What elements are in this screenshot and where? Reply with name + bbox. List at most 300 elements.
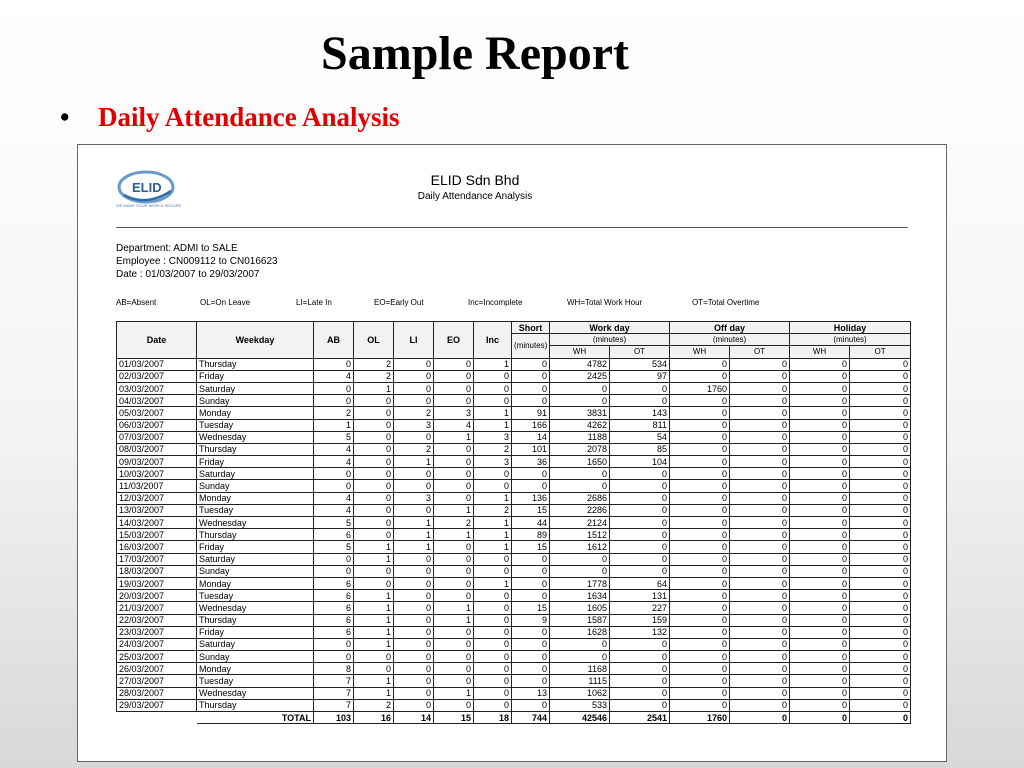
value-cell: 159 xyxy=(610,614,670,626)
table-row xyxy=(117,382,911,394)
value-cell: 132 xyxy=(610,626,670,638)
value-cell: 0 xyxy=(790,577,850,589)
value-cell: 0 xyxy=(314,358,354,370)
slide-title: Sample Report xyxy=(321,27,629,80)
value-cell: 0 xyxy=(474,663,512,675)
value-cell: 0 xyxy=(610,468,670,480)
value-cell: 1760 xyxy=(670,382,730,394)
value-cell: 0 xyxy=(670,565,730,577)
table-row xyxy=(117,504,911,516)
value-cell: 0 xyxy=(850,358,911,370)
value-cell: 0 xyxy=(354,407,394,419)
col-ab: AB xyxy=(314,322,354,359)
legend-item: Inc=Incomplete xyxy=(468,298,523,307)
value-cell: 0 xyxy=(790,529,850,541)
value-cell: 15 xyxy=(512,504,550,516)
value-cell: 0 xyxy=(850,663,911,675)
value-cell: 1 xyxy=(474,517,512,529)
value-cell: 0 xyxy=(314,395,354,407)
weekday-cell: Wednesday xyxy=(197,687,314,699)
weekday-cell: Tuesday xyxy=(197,590,314,602)
value-cell: 0 xyxy=(354,395,394,407)
weekday-cell: Friday xyxy=(197,541,314,553)
weekday-cell: Tuesday xyxy=(197,504,314,516)
table-row xyxy=(117,431,911,443)
value-cell: 0 xyxy=(670,577,730,589)
table-row xyxy=(117,675,911,687)
value-cell: 0 xyxy=(790,492,850,504)
value-cell: 0 xyxy=(394,602,434,614)
total-label: TOTAL xyxy=(197,712,314,724)
value-cell: 0 xyxy=(730,626,790,638)
value-cell: 0 xyxy=(850,614,911,626)
value-cell: 0 xyxy=(434,358,474,370)
value-cell: 0 xyxy=(730,419,790,431)
value-cell: 0 xyxy=(550,565,610,577)
value-cell: 0 xyxy=(790,699,850,711)
value-cell: 0 xyxy=(434,553,474,565)
table-row xyxy=(117,565,911,577)
value-cell: 0 xyxy=(512,395,550,407)
value-cell: 0 xyxy=(670,590,730,602)
table-row xyxy=(117,456,911,468)
value-cell: 0 xyxy=(512,626,550,638)
table-row xyxy=(117,358,911,370)
value-cell: 131 xyxy=(610,590,670,602)
value-cell: 0 xyxy=(434,382,474,394)
value-cell: 0 xyxy=(730,577,790,589)
value-cell: 2 xyxy=(354,699,394,711)
value-cell: 0 xyxy=(790,553,850,565)
table-row xyxy=(117,492,911,504)
date-cell: 09/03/2007 xyxy=(117,456,197,468)
value-cell: 7 xyxy=(314,675,354,687)
value-cell: 4262 xyxy=(550,419,610,431)
value-cell: 13 xyxy=(512,687,550,699)
value-cell: 0 xyxy=(790,602,850,614)
value-cell: 15 xyxy=(512,541,550,553)
value-cell: 0 xyxy=(790,541,850,553)
value-cell: 227 xyxy=(610,602,670,614)
value-cell: 1 xyxy=(354,638,394,650)
value-cell: 1188 xyxy=(550,431,610,443)
value-cell: 0 xyxy=(670,541,730,553)
date-cell: 23/03/2007 xyxy=(117,626,197,638)
value-cell: 0 xyxy=(670,370,730,382)
value-cell: 0 xyxy=(610,687,670,699)
value-cell: 0 xyxy=(850,517,911,529)
total-cell: 16 xyxy=(354,712,394,724)
value-cell: 0 xyxy=(850,382,911,394)
value-cell: 0 xyxy=(394,687,434,699)
weekday-cell: Tuesday xyxy=(197,419,314,431)
date-cell: 26/03/2007 xyxy=(117,663,197,675)
value-cell: 0 xyxy=(790,565,850,577)
value-cell: 0 xyxy=(314,480,354,492)
value-cell: 0 xyxy=(670,553,730,565)
value-cell: 0 xyxy=(790,431,850,443)
value-cell: 0 xyxy=(512,565,550,577)
value-cell: 0 xyxy=(474,675,512,687)
value-cell: 1778 xyxy=(550,577,610,589)
value-cell: 2 xyxy=(474,443,512,455)
value-cell: 0 xyxy=(730,358,790,370)
col-offday: Off day xyxy=(670,322,790,334)
value-cell: 0 xyxy=(730,443,790,455)
value-cell: 0 xyxy=(354,480,394,492)
value-cell: 0 xyxy=(434,370,474,382)
report-title: Daily Attendance Analysis xyxy=(417,191,533,202)
value-cell: 0 xyxy=(354,492,394,504)
value-cell: 0 xyxy=(314,565,354,577)
value-cell: 1062 xyxy=(550,687,610,699)
value-cell: 4 xyxy=(434,419,474,431)
value-cell: 0 xyxy=(434,443,474,455)
value-cell: 0 xyxy=(730,382,790,394)
value-cell: 5 xyxy=(314,541,354,553)
value-cell: 0 xyxy=(550,638,610,650)
value-cell: 2 xyxy=(354,370,394,382)
value-cell: 0 xyxy=(512,699,550,711)
value-cell: 0 xyxy=(850,443,911,455)
divider xyxy=(116,227,908,228)
date-cell: 04/03/2007 xyxy=(117,395,197,407)
weekday-cell: Saturday xyxy=(197,638,314,650)
value-cell: 0 xyxy=(670,456,730,468)
bullet-item xyxy=(60,102,400,133)
value-cell: 6 xyxy=(314,614,354,626)
value-cell: 3 xyxy=(434,407,474,419)
value-cell: 0 xyxy=(512,553,550,565)
total-cell: 744 xyxy=(512,712,550,724)
weekday-cell: Friday xyxy=(197,626,314,638)
date-cell: 15/03/2007 xyxy=(117,529,197,541)
table-body xyxy=(117,358,911,724)
value-cell: 0 xyxy=(434,456,474,468)
value-cell: 0 xyxy=(730,395,790,407)
value-cell: 1512 xyxy=(550,529,610,541)
value-cell: 0 xyxy=(670,663,730,675)
value-cell: 0 xyxy=(434,395,474,407)
value-cell: 1168 xyxy=(550,663,610,675)
value-cell: 0 xyxy=(610,565,670,577)
col-li: LI xyxy=(394,322,434,359)
value-cell: 0 xyxy=(394,663,434,675)
value-cell: 5 xyxy=(314,431,354,443)
value-cell: 1605 xyxy=(550,602,610,614)
total-cell: 0 xyxy=(850,712,911,724)
weekday-cell: Friday xyxy=(197,456,314,468)
value-cell: 0 xyxy=(474,370,512,382)
value-cell: 0 xyxy=(790,395,850,407)
value-cell: 0 xyxy=(850,468,911,480)
weekday-cell: Thursday xyxy=(197,699,314,711)
value-cell: 3 xyxy=(474,431,512,443)
value-cell: 0 xyxy=(610,553,670,565)
value-cell: 0 xyxy=(394,699,434,711)
value-cell: 0 xyxy=(394,590,434,602)
value-cell: 0 xyxy=(670,407,730,419)
total-cell: 18 xyxy=(474,712,512,724)
value-cell: 0 xyxy=(474,651,512,663)
value-cell: 0 xyxy=(670,443,730,455)
value-cell: 2 xyxy=(434,517,474,529)
logo-text: ELID xyxy=(132,180,162,195)
value-cell: 0 xyxy=(434,675,474,687)
total-cell: 42546 xyxy=(550,712,610,724)
value-cell: 533 xyxy=(550,699,610,711)
value-cell: 7 xyxy=(314,687,354,699)
value-cell: 2078 xyxy=(550,443,610,455)
value-cell: 0 xyxy=(850,456,911,468)
value-cell: 0 xyxy=(670,699,730,711)
col-holiday-unit: (minutes) xyxy=(790,334,911,346)
value-cell: 0 xyxy=(730,504,790,516)
bullet-text: Daily Attendance Analysis xyxy=(98,102,400,132)
value-cell: 0 xyxy=(850,529,911,541)
value-cell: 3 xyxy=(394,419,434,431)
total-cell: 15 xyxy=(434,712,474,724)
value-cell: 89 xyxy=(512,529,550,541)
value-cell: 54 xyxy=(610,431,670,443)
col-holiday: Holiday xyxy=(790,322,911,334)
value-cell: 1 xyxy=(474,541,512,553)
legend-item: EO=Early Out xyxy=(374,298,424,307)
value-cell: 0 xyxy=(394,651,434,663)
value-cell: 0 xyxy=(730,675,790,687)
value-cell: 6 xyxy=(314,577,354,589)
total-cell: 14 xyxy=(394,712,434,724)
value-cell: 0 xyxy=(314,468,354,480)
value-cell: 1115 xyxy=(550,675,610,687)
col-eo: EO xyxy=(434,322,474,359)
table-row xyxy=(117,517,911,529)
value-cell: 0 xyxy=(512,663,550,675)
value-cell: 0 xyxy=(730,456,790,468)
value-cell: 0 xyxy=(394,614,434,626)
value-cell: 1 xyxy=(394,517,434,529)
value-cell: 136 xyxy=(512,492,550,504)
date-cell: 22/03/2007 xyxy=(117,614,197,626)
value-cell: 1650 xyxy=(550,456,610,468)
value-cell: 0 xyxy=(354,565,394,577)
value-cell: 0 xyxy=(512,638,550,650)
value-cell: 1 xyxy=(314,419,354,431)
col-workday: Work day xyxy=(550,322,670,334)
value-cell: 0 xyxy=(790,382,850,394)
date-cell: 25/03/2007 xyxy=(117,651,197,663)
value-cell: 1 xyxy=(474,407,512,419)
weekday-cell: Wednesday xyxy=(197,517,314,529)
value-cell: 1612 xyxy=(550,541,610,553)
value-cell: 0 xyxy=(610,675,670,687)
date-cell: 28/03/2007 xyxy=(117,687,197,699)
value-cell: 6 xyxy=(314,602,354,614)
value-cell: 0 xyxy=(730,541,790,553)
value-cell: 4 xyxy=(314,504,354,516)
value-cell: 0 xyxy=(474,480,512,492)
attendance-table xyxy=(116,321,911,724)
weekday-cell: Sunday xyxy=(197,480,314,492)
value-cell: 0 xyxy=(394,638,434,650)
value-cell: 4 xyxy=(314,370,354,382)
value-cell: 4 xyxy=(314,443,354,455)
date-cell: 14/03/2007 xyxy=(117,517,197,529)
value-cell: 0 xyxy=(610,492,670,504)
value-cell: 3831 xyxy=(550,407,610,419)
value-cell: 3 xyxy=(394,492,434,504)
col-weekday: Weekday xyxy=(197,322,314,359)
value-cell: 0 xyxy=(670,468,730,480)
date-cell: 10/03/2007 xyxy=(117,468,197,480)
total-cell: 0 xyxy=(730,712,790,724)
weekday-cell: Thursday xyxy=(197,358,314,370)
value-cell: 0 xyxy=(850,626,911,638)
value-cell: 0 xyxy=(314,553,354,565)
value-cell: 1634 xyxy=(550,590,610,602)
value-cell: 0 xyxy=(512,370,550,382)
weekday-cell: Saturday xyxy=(197,382,314,394)
value-cell: 0 xyxy=(730,529,790,541)
value-cell: 0 xyxy=(790,358,850,370)
weekday-cell: Sunday xyxy=(197,395,314,407)
value-cell: 1 xyxy=(434,431,474,443)
col-offday-ot: OT xyxy=(730,346,790,358)
table-row xyxy=(117,541,911,553)
value-cell: 0 xyxy=(474,382,512,394)
value-cell: 64 xyxy=(610,577,670,589)
employee-filter: Employee : CN009112 to CN016623 xyxy=(116,256,278,267)
date-cell: 06/03/2007 xyxy=(117,419,197,431)
legend-item: WH=Total Work Hour xyxy=(567,298,643,307)
value-cell: 0 xyxy=(354,443,394,455)
logo-tagline: WE MAKE YOUR WORLD SECURE xyxy=(116,203,182,208)
value-cell: 0 xyxy=(730,699,790,711)
total-row xyxy=(117,712,911,724)
value-cell: 0 xyxy=(730,590,790,602)
table-row xyxy=(117,480,911,492)
value-cell: 0 xyxy=(850,638,911,650)
value-cell: 0 xyxy=(550,480,610,492)
legend-item: OL=On Leave xyxy=(200,298,251,307)
value-cell: 0 xyxy=(670,492,730,504)
value-cell: 0 xyxy=(730,480,790,492)
col-holiday-ot: OT xyxy=(850,346,911,358)
table-row xyxy=(117,590,911,602)
weekday-cell: Wednesday xyxy=(197,431,314,443)
value-cell: 0 xyxy=(850,590,911,602)
value-cell: 1 xyxy=(354,626,394,638)
value-cell: 0 xyxy=(394,480,434,492)
value-cell: 0 xyxy=(790,663,850,675)
value-cell: 0 xyxy=(730,687,790,699)
col-inc: Inc xyxy=(474,322,512,359)
value-cell: 0 xyxy=(790,626,850,638)
value-cell: 2124 xyxy=(550,517,610,529)
value-cell: 1 xyxy=(354,382,394,394)
value-cell: 0 xyxy=(512,382,550,394)
value-cell: 1 xyxy=(394,456,434,468)
value-cell: 0 xyxy=(790,419,850,431)
value-cell: 1 xyxy=(394,541,434,553)
value-cell: 0 xyxy=(354,517,394,529)
value-cell: 0 xyxy=(850,687,911,699)
value-cell: 1 xyxy=(474,529,512,541)
value-cell: 1 xyxy=(434,602,474,614)
value-cell: 0 xyxy=(670,675,730,687)
value-cell: 6 xyxy=(314,590,354,602)
col-workday-unit: (minutes) xyxy=(550,334,670,346)
value-cell: 0 xyxy=(670,358,730,370)
value-cell: 3 xyxy=(474,456,512,468)
value-cell: 0 xyxy=(790,370,850,382)
value-cell: 0 xyxy=(730,553,790,565)
value-cell: 0 xyxy=(474,553,512,565)
value-cell: 1 xyxy=(434,614,474,626)
value-cell: 0 xyxy=(354,419,394,431)
value-cell: 0 xyxy=(850,699,911,711)
value-cell: 0 xyxy=(850,492,911,504)
value-cell: 0 xyxy=(434,626,474,638)
col-date: Date xyxy=(117,322,197,359)
weekday-cell: Thursday xyxy=(197,614,314,626)
value-cell: 8 xyxy=(314,663,354,675)
value-cell: 1 xyxy=(474,419,512,431)
value-cell: 0 xyxy=(730,638,790,650)
value-cell: 0 xyxy=(730,370,790,382)
col-short: Short xyxy=(512,322,550,334)
value-cell: 0 xyxy=(610,651,670,663)
value-cell: 1 xyxy=(354,590,394,602)
value-cell: 0 xyxy=(610,480,670,492)
table-row xyxy=(117,638,911,650)
value-cell: 0 xyxy=(512,590,550,602)
total-cell: 1760 xyxy=(670,712,730,724)
value-cell: 6 xyxy=(314,626,354,638)
value-cell: 0 xyxy=(790,675,850,687)
value-cell: 2686 xyxy=(550,492,610,504)
weekday-cell: Monday xyxy=(197,577,314,589)
date-cell: 29/03/2007 xyxy=(117,699,197,711)
weekday-cell: Monday xyxy=(197,492,314,504)
table-row xyxy=(117,626,911,638)
value-cell: 0 xyxy=(730,602,790,614)
value-cell: 0 xyxy=(474,395,512,407)
value-cell: 0 xyxy=(670,480,730,492)
value-cell: 0 xyxy=(670,626,730,638)
value-cell: 0 xyxy=(670,614,730,626)
table-row xyxy=(117,577,911,589)
value-cell: 36 xyxy=(512,456,550,468)
value-cell: 0 xyxy=(434,699,474,711)
date-cell: 07/03/2007 xyxy=(117,431,197,443)
value-cell: 0 xyxy=(610,663,670,675)
value-cell: 0 xyxy=(354,529,394,541)
value-cell: 0 xyxy=(850,395,911,407)
value-cell: 4782 xyxy=(550,358,610,370)
value-cell: 0 xyxy=(434,541,474,553)
total-cell: 103 xyxy=(314,712,354,724)
weekday-cell: Wednesday xyxy=(197,602,314,614)
value-cell: 2425 xyxy=(550,370,610,382)
value-cell: 0 xyxy=(850,565,911,577)
value-cell: 0 xyxy=(354,663,394,675)
value-cell: 1 xyxy=(354,675,394,687)
value-cell: 0 xyxy=(730,651,790,663)
value-cell: 6 xyxy=(314,529,354,541)
value-cell: 0 xyxy=(850,577,911,589)
value-cell: 0 xyxy=(434,468,474,480)
